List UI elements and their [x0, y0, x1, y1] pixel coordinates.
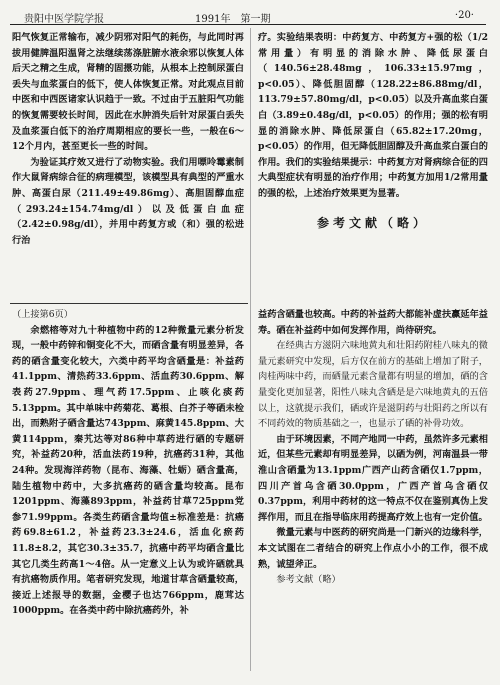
- top-left-column: [12, 30, 244, 248]
- bottom-left-column: [12, 307, 244, 619]
- page-number: ·20·: [454, 10, 474, 21]
- references-heading: 参考文献（略）: [316, 215, 429, 230]
- journal-name: 贵阳中医学院学报: [24, 14, 104, 25]
- references-note: 参考文献（略）: [276, 574, 341, 586]
- header-rule: [10, 24, 486, 25]
- paragraph: 疗。实验结果表明：中药复方、中药复方+强的松（1/2常用量）有明显的消除水肿、降低尿蛋白（140.56±28.48mg，106.33±15.97mg，p<0.05）、降低胆固醇（128.22±86.88mg/dl，113.79±57.80mg/dl，p<0.05）以及升高血浆白蛋白（3.89±0.48g/dl，p<0.05）的作用；强的松有明显的消除水肿、降低尿蛋白（65.82±17.20mg，p<0.05）的作用，但无降低胆固醇及升高血浆白蛋白的作用。我们的实验结果提示：中药复方对肾病综合征的四大典型症状有明显的治疗作用；中药复方加用1/2常用量的强的松，上述治疗效果更为显著。: [258, 32, 488, 199]
- paragraph: 余燃榕等对九十种植物中药的12种微量元素分析发现，一般中药锌和铜变化不大，而硒含量有明显差异，各药的硒含量变化较大，六类中药平均含硒量是：补益药41.1ppm、清热药33.6ppm、活血药30.6ppm、解表药27.9ppm、理气药17.5ppm、止咳化痰药5.13ppm。其中单味中药菊花、葛根、白芥子等硒未检出，而熟附子硒含量达743ppm、麻黄145.8ppm、大黄114ppm，秦艽达等对86种中草药进行硒的专题研究，补益药20种，活血法药19种，抗癌药31种，其他24种。发现海洋药物（昆布、海藻、牡蛎）硒含量高，陆生植物中药中，大多抗癌药的硒含量均较高。昆布1201ppm、海藻893ppm，补益药甘草725ppm党参71.99ppm。各类生药硒含量均值±标准差是：抗癌药69.8±61.2，补益药23.3±24.6，活血化瘀药11.8±8.2，其它30.3±35.7，抗癌中药平均硒含量比其它几类生药高1～4倍。从一定意义上认为或许硒就具有抗癌物质作用。笔者研究发现，地道甘草含硒量较高，接近上述报导的数据，金樱子也达766ppm，鹿茸达1000ppm。在各类中药中除抗癌药外，补: [12, 324, 244, 617]
- paragraph: 微量元素与中医药的研究尚是一门新兴的边缘科学，本文试图在二者结合的研究上作点小小的工作，很不成熟，诚望斧正。: [258, 527, 488, 570]
- paragraph: 益药含硒量也较高。中药的补益药大都能补虚扶赢延年益寿。硒在补益药中如何发挥作用，尚待研究。: [258, 309, 488, 336]
- paragraph: 为验证其疗效又进行了动物实验。我们用嘌呤霉素制作大鼠肾病综合征的病理模型，该模型具有典型的严重水肿、高蛋白尿（211.49±49.86mg）、高胆固醇血症（293.24±154.74mg/dl）以及低蛋白血症（2.42±0.98g/dl），并用中药复方或（和）强的松进行治: [12, 156, 244, 246]
- bottom-right-column: [258, 307, 488, 588]
- paragraph: 由于环境因素，不同产地同一中药，虽然许多元素相近，但某些元素却有明显差异，以硒为例，河南温县一带淮山含硒量为13.1ppm广西产山药含硒仅1.7ppm，四川产首乌含硒30.0ppm，广西产首乌含硒仅0.37ppm，利用中药材的这一特点不仅在鉴别真伪上发挥作用，而且在指导临床用药提高疗效上也有一定价值。: [258, 433, 488, 523]
- continued-note: （上接第6页）: [12, 309, 73, 320]
- paragraph: 阳气恢复正常输布，减少阴邪对阳气的耗伤，与此同时再拔用健脾温阳温肾之法继续荡涤脏腑水液余邪以恢复人体后天之精之生成，肾精的固摄功能，从根本上控制尿蛋白丢失与血浆蛋白的低下，使人体恢复正常。对此观点目前中医和中西医诸家认识趋于一致。不过由于五脏阳气功能的恢复需要较长时间，因此在水肿消失后针对尿蛋白丢失及血浆蛋白低下的治疗周期相应的要长一些，一般在6～12个月内，甚至更长一些的时间。: [12, 32, 244, 153]
- paragraph: 在经典古方滋阴六味地黄丸和壮阳药附桂八味丸的微量元素研究中发现，后方仅在前方的基础上增加了附子，肉桂两味中药，而硒量元素含量都有明显的增加，硒的含量变化更加显著，阳性八味丸含硒是是六味地黄丸的五倍以上，这就提示我们，硒或许是滋阴药与壮阳药之所以有不同药效的物质基础之一，也显示了硒的补骨功效。: [258, 340, 488, 430]
- running-header: [10, 6, 486, 26]
- top-right-column: [258, 30, 488, 241]
- column-separator: [250, 28, 251, 671]
- section-divider: [10, 303, 248, 304]
- issue-label: 1991年 第一期: [195, 14, 271, 25]
